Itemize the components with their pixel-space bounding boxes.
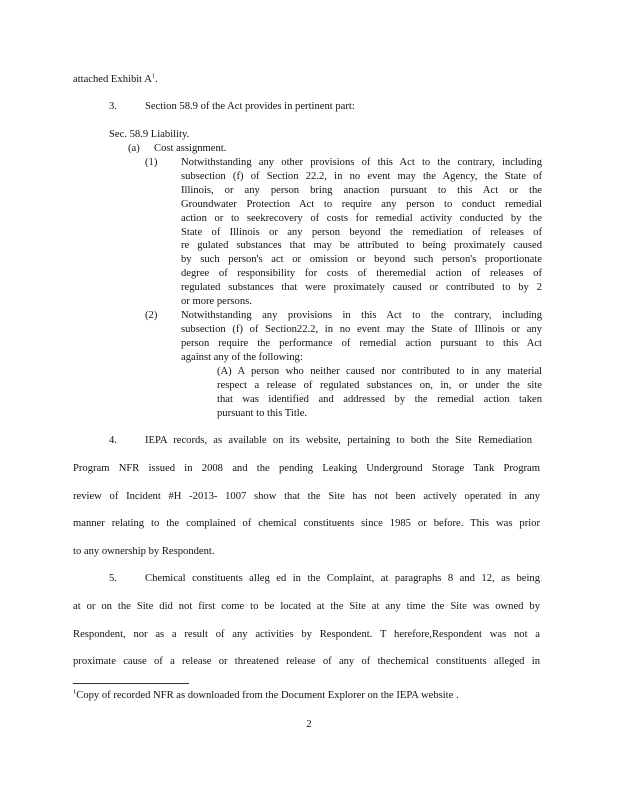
footnote-ref: 1: [151, 72, 156, 80]
continuation-period: .: [155, 74, 158, 85]
text-line: action or to seekrecovery of costs for remedial activity conducted by the: [181, 212, 542, 224]
text-line: at or on the Site did not first come to be located at the Site at any time the Site was owned by: [73, 601, 540, 612]
item-1-number: (1): [145, 157, 158, 168]
continuation-line: [73, 74, 158, 86]
text-line: subsection (f) of Section22.2, in no event may the State of Illinois or any: [181, 323, 542, 335]
text-line: regulated substances that were proximately caused or contributed to by 2: [181, 282, 542, 294]
text-line: or more persons.: [181, 296, 252, 307]
continuation-text: attached Exhibit A: [73, 74, 152, 85]
text-line: Program NFR issued in 2008 and the pending Leaking Underground Storage Tank Program: [73, 463, 540, 474]
text-line: person require the performance of remedial action pursuant to this Act: [181, 337, 542, 349]
footnote-number: 1: [73, 688, 77, 696]
text-line: Groundwater Protection Act to require any person to conduct remedial: [181, 198, 542, 210]
paragraph-4-first-line: IEPA records, as available on its website, pertaining to both the Site Remediation: [145, 435, 532, 446]
text-line: manner relating to the complained of chemical constituents since 1985 or before. This was prior: [73, 518, 540, 529]
text-line: Notwithstanding any other provisions of this Act to the contrary, including: [181, 157, 542, 168]
paragraph-3-text: Section 58.9 of the Act provides in pertinent part:: [145, 101, 355, 112]
text-line: pursuant to this Title.: [217, 407, 308, 419]
paragraph-3-number: 3.: [109, 101, 117, 112]
text-line: (A) A person who neither caused nor contributed to in any material: [217, 366, 542, 377]
text-line: Illinois, or any person bring anaction pursuant to this Act or the: [181, 184, 542, 196]
item-2-number: (2): [145, 310, 158, 321]
text-line: re gulated substances that may be attributed to being proximately caused: [181, 240, 542, 252]
subsection-a-label: (a): [128, 143, 140, 154]
text-line: Notwithstanding any provisions in this Act to the contrary, including: [181, 310, 542, 321]
page-number: 2: [306, 719, 312, 730]
subsection-a-text: Cost assignment.: [154, 143, 227, 154]
text-line: State of Illinois or any person beyond the remediation of releases of: [181, 226, 542, 238]
text-line: that was identified and addressed by the remedial action taken: [217, 393, 542, 405]
text-line: subsection (f) of Section 22.2, in no event may the Agency, the State of: [181, 170, 542, 182]
footnote: [73, 690, 459, 702]
paragraph-5-number: 5.: [109, 573, 117, 584]
text-line: to any ownership by Respondent.: [73, 545, 215, 557]
text-line: degree of responsibility for costs of theremedial action of releases of: [181, 268, 542, 280]
text-line: by such person's act or omission or beyond such person's proportionate: [181, 254, 542, 266]
text-line: proximate cause of a release or threatened release of any of thechemical constituents alleged in: [73, 656, 540, 667]
text-line: against any of the following:: [181, 351, 303, 363]
paragraph-5-first-line: Chemical constituents alleg ed in the Complaint, at paragraphs 8 and 12, as being: [145, 573, 540, 584]
section-heading: Sec. 58.9 Liability.: [109, 129, 190, 140]
footnote-divider: [73, 683, 189, 684]
footnote-text: Copy of recorded NFR as downloaded from the Document Explorer on the IEPA website .: [76, 690, 459, 701]
text-line: respect a release of regulated substances on, in, or under the site: [217, 379, 542, 391]
text-line: review of Incident #H -2013- 1007 show that the Site has not been actively operated in any: [73, 490, 540, 502]
paragraph-4-number: 4.: [109, 435, 117, 446]
text-line: Respondent, nor as a result of any activities by Respondent. T herefore,Respondent was not a: [73, 628, 540, 640]
